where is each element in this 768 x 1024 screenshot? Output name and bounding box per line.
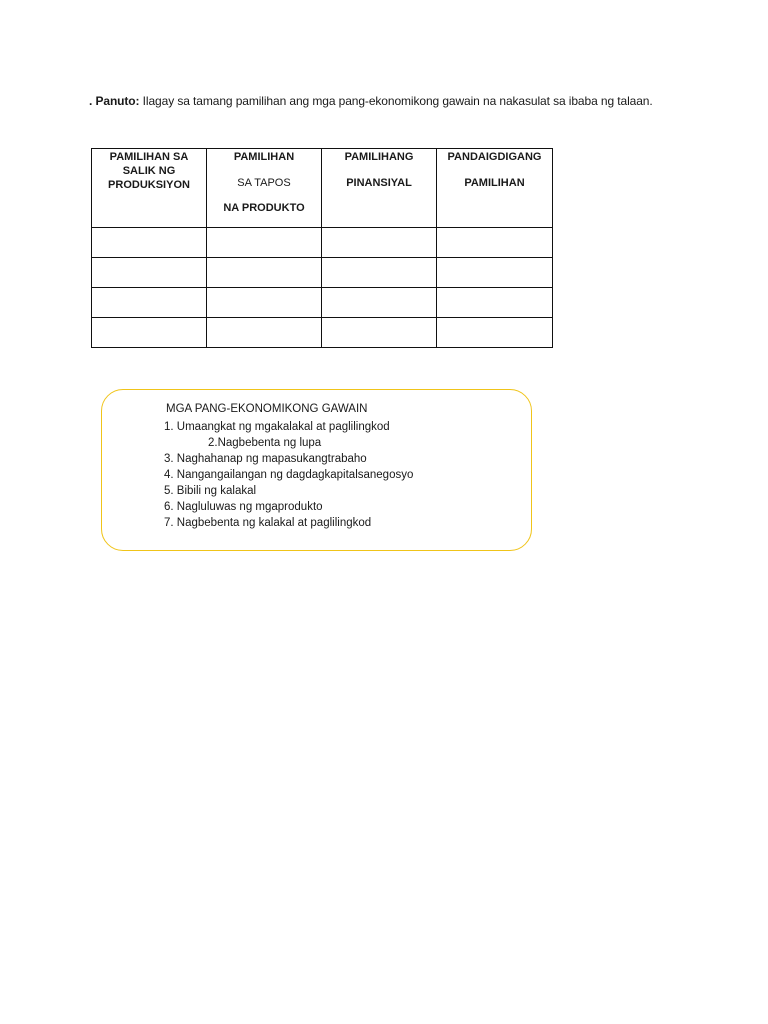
list-item: 7. Nagbebenta ng kalakal at paglilingkod <box>164 517 372 529</box>
header-line: PRODUKSIYON <box>108 179 190 191</box>
table-cell[interactable] <box>207 228 322 258</box>
table-cell[interactable] <box>92 228 207 258</box>
header-line: NA PRODUKTO <box>223 202 305 214</box>
list-item: 1. Umaangkat ng mgakalakal at paglilingkod <box>164 421 390 433</box>
table-cell[interactable] <box>322 228 437 258</box>
list-item: 4. Nangangailangan ng dagdagkapitalsanegosyo <box>164 469 414 481</box>
table-cell[interactable] <box>437 318 553 348</box>
header-pamilihan-salik <box>92 149 207 228</box>
table-cell[interactable] <box>92 258 207 288</box>
activities-box <box>101 389 532 551</box>
table-cell[interactable] <box>207 288 322 318</box>
table-row <box>92 288 553 318</box>
header-line: PANDAIGDIGANG <box>447 151 542 163</box>
table-cell[interactable] <box>437 288 553 318</box>
header-line: PINANSIYAL <box>346 177 412 189</box>
table-cell[interactable] <box>207 318 322 348</box>
answer-table <box>91 148 553 348</box>
activities-list <box>164 419 413 531</box>
activities-title: MGA PANG-EKONOMIKONG GAWAIN <box>166 403 368 415</box>
header-pandaigdigang-pamilihan <box>437 149 553 228</box>
table-cell[interactable] <box>437 258 553 288</box>
instruction-label: . Panuto: <box>89 94 140 108</box>
list-item: 5. Bibili ng kalakal <box>164 485 257 497</box>
table-cell[interactable] <box>92 318 207 348</box>
table-row <box>92 258 553 288</box>
header-pamilihang-pinansiyal <box>322 149 437 228</box>
table-cell[interactable] <box>92 288 207 318</box>
instruction-body: Ilagay sa tamang pamilihan ang mga pang-ekonomikong gawain na nakasulat sa ibaba ng talaan. <box>139 94 653 108</box>
table-row <box>92 318 553 348</box>
table-cell[interactable] <box>322 288 437 318</box>
header-line: PAMILIHAN <box>233 151 295 163</box>
header-pamilihan-tapos <box>207 149 322 228</box>
list-item: 2.Nagbebenta ng lupa <box>208 437 322 449</box>
table-cell[interactable] <box>322 258 437 288</box>
header-line: SALIK NG <box>122 165 176 177</box>
table-header-row <box>92 149 553 228</box>
header-line: SA TAPOS <box>237 177 291 189</box>
list-item: 6. Nagluluwas ng mgaprodukto <box>164 501 323 513</box>
list-item: 3. Naghahanap ng mapasukangtrabaho <box>164 453 367 465</box>
header-line: PAMILIHAN SA <box>109 151 189 163</box>
instruction-text <box>89 94 653 108</box>
header-line: PAMILIHANG <box>344 151 414 163</box>
header-line: PAMILIHAN <box>464 177 525 189</box>
table-row <box>92 228 553 258</box>
table-cell[interactable] <box>322 318 437 348</box>
table-cell[interactable] <box>437 228 553 258</box>
table-cell[interactable] <box>207 258 322 288</box>
